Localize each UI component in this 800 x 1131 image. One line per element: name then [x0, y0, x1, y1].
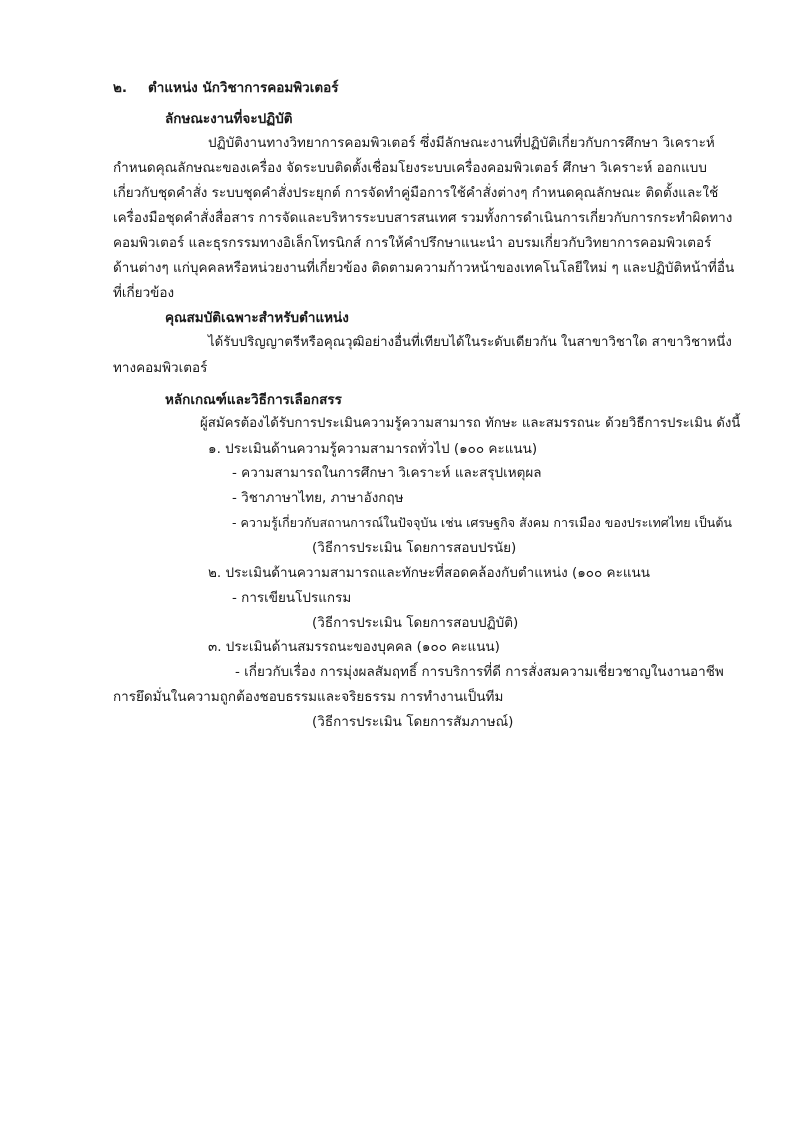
selection-heading: หลักเกณฑ์และวิธีการเลือกสรร: [165, 392, 342, 408]
assessment-item-1-method: (วิธีการประเมิน โดยการสอบปรนัย): [312, 540, 517, 556]
job-nature-heading: ลักษณะงานที่จะปฏิบัติ: [165, 111, 293, 127]
qualifications-line: ทางคอมพิวเตอร์: [113, 360, 208, 376]
assessment-item-2-bullet: - การเขียนโปรแกรม: [232, 590, 352, 606]
section-title: ตำแหน่ง นักวิชาการคอมพิวเตอร์: [148, 80, 339, 96]
job-nature-line: เกี่ยวกับชุดคำสั่ง ระบบชุดคำสั่งประยุกต์ การจัดทำคู่มือการใช้คำสั่งต่างๆ กำหนดคุณลักษณะ ติดตั้งและใช้: [113, 185, 719, 201]
job-nature-line: ด้านต่างๆ แก่บุคคลหรือหน่วยงานที่เกี่ยวข้อง ติดตามความก้าวหน้าของเทคโนโลยีใหม่ ๆ และปฏิบัติหน้าที่อื่น: [113, 260, 735, 276]
assessment-item-3-method: (วิธีการประเมิน โดยการสัมภาษณ์): [312, 714, 514, 730]
assessment-item-3-bullet: - เกี่ยวกับเรื่อง การมุ่งผลสัมฤทธิ์ การบริการที่ดี การสั่งสมความเชี่ยวชาญในงานอาชีพ: [235, 664, 724, 680]
qualifications-line: ได้รับปริญญาตรีหรือคุณวุฒิอย่างอื่นที่เทียบได้ในระดับเดียวกัน ในสาขาวิชาใด สาขาวิชาหนึ่ง: [208, 335, 732, 350]
assessment-item-1-bullet: - ความรู้เกี่ยวกับสถานการณ์ในปัจจุบัน เช่น เศรษฐกิจ สังคม การเมือง ของประเทศไทย เป็นต้น: [232, 515, 732, 530]
assessment-item-1-bullet: - วิชาภาษาไทย, ภาษาอังกฤษ: [232, 490, 404, 506]
assessment-item-2-title: ๒. ประเมินด้านความสามารถและทักษะที่สอดคล้องกับตำแหน่ง (๑๐๐ คะแนน: [208, 565, 650, 581]
assessment-item-3-bullet-cont: การยึดมั่นในความถูกต้องชอบธรรมและจริยธรรม การทำงานเป็นทีม: [113, 689, 504, 705]
assessment-item-1-bullet: - ความสามารถในการศึกษา วิเคราะห์ และสรุปเหตุผล: [232, 465, 542, 481]
job-nature-line: เครื่องมือชุดคำสั่งสื่อสาร การจัดและบริหารระบบสารสนเทศ รวมทั้งการดำเนินการเกี่ยวกับการกระทำผิดทาง: [113, 210, 733, 226]
selection-intro: ผู้สมัครต้องได้รับการประเมินความรู้ความสามารถ ทักษะ และสมรรถนะ ด้วยวิธีการประเมิน ดังนี้: [200, 416, 741, 431]
qualifications-heading: คุณสมบัติเฉพาะสำหรับตำแหน่ง: [165, 310, 349, 326]
assessment-item-1-title: ๑. ประเมินด้านความรู้ความสามารถทั่วไป (๑๐๐ คะแนน): [208, 441, 538, 457]
job-nature-line: กำหนดคุณลักษณะของเครื่อง จัดระบบติดตั้งเชื่อมโยงระบบเครื่องคอมพิวเตอร์ ศึกษา วิเคราะห์ ออกแบบ: [113, 160, 707, 176]
job-nature-line: ปฏิบัติงานทางวิทยาการคอมพิวเตอร์ ซึ่งมีลักษณะงานที่ปฏิบัติเกี่ยวกับการศึกษา วิเคราะห์: [208, 135, 715, 151]
assessment-item-2-method: (วิธีการประเมิน โดยการสอบปฏิบัติ): [312, 615, 519, 631]
job-nature-line: คอมพิวเตอร์ และธุรกรรมทางอิเล็กโทรนิกส์ การให้คำปรึกษาแนะนำ อบรมเกี่ยวกับวิทยาการคอมพิวเตอร์: [113, 235, 712, 251]
assessment-item-3-title: ๓. ประเมินด้านสมรรถนะของบุคคล (๑๐๐ คะแนน): [208, 639, 500, 655]
job-nature-line: ที่เกี่ยวข้อง: [113, 285, 175, 301]
section-number: ๒.: [113, 80, 128, 96]
